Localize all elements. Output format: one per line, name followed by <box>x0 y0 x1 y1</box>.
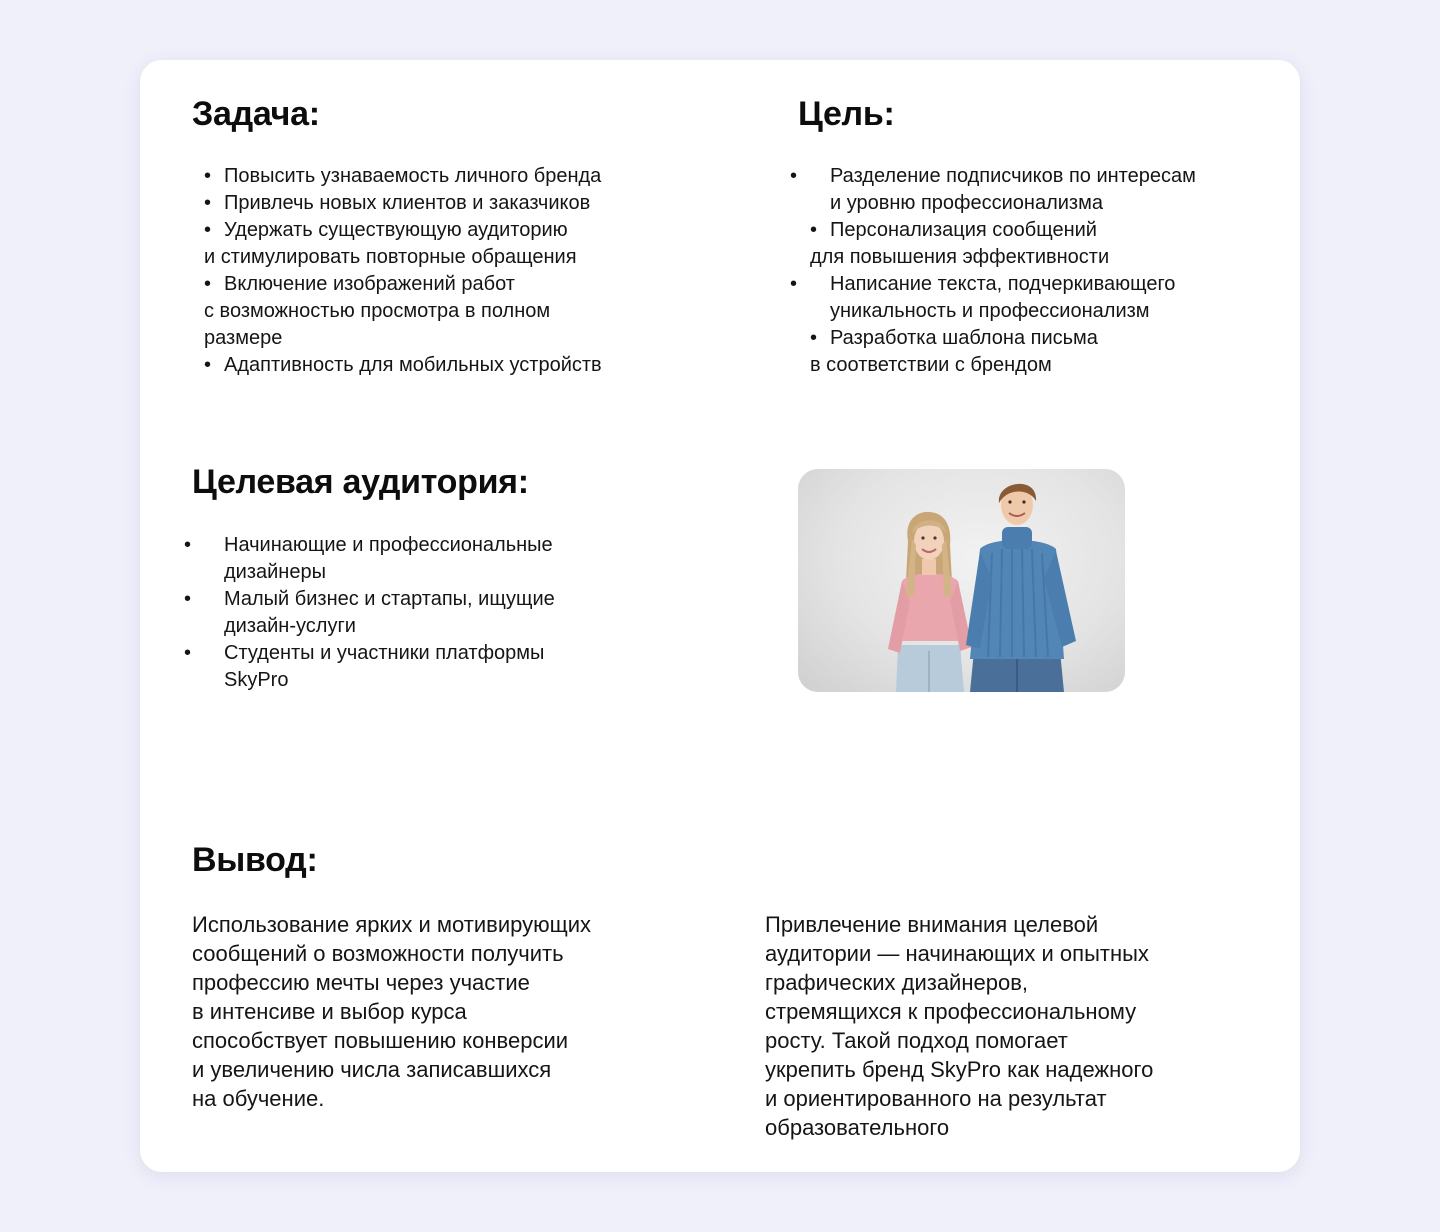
bullet-icon: • <box>204 354 212 376</box>
task-heading: Задача: <box>192 95 320 133</box>
conclusion-right-text: Привлечение внимания целевой аудитории — начинающих и опытных графических дизайнеров, стремящихся к профессиональному росту. Такой подход помогает укрепить бренд SkyPro как надежного и ориентированного на результат образовательного <box>765 912 1154 1140</box>
goal-heading: Цель: <box>798 95 895 133</box>
task-item-1: • Повысить узнаваемость личного бренда <box>204 163 674 190</box>
audience-item-3: • Студенты и участники платформы SkyPro <box>184 642 545 691</box>
girl-figure <box>888 512 972 692</box>
task-item-3: • Удержать существующую аудиторию и стимулировать повторные обращения <box>204 219 577 268</box>
students-photo <box>798 469 1125 692</box>
bullet-icon: • <box>790 165 798 187</box>
goal-item-3: • Написание текста, подчеркивающего уникальность и профессионализм <box>790 273 1176 322</box>
boy-figure <box>966 484 1076 692</box>
goal-item-2: • Персонализация сообщений для повышения эффективности <box>810 219 1110 268</box>
bullet-icon: • <box>790 273 798 295</box>
task-item-4: • Включение изображений работ с возможностью просмотра в полном размере <box>204 273 551 349</box>
bullet-icon: • <box>184 588 192 610</box>
students-illustration <box>798 469 1125 692</box>
bullet-icon: • <box>184 534 192 556</box>
task-list <box>204 163 674 379</box>
content-card <box>140 60 1300 1172</box>
goal-item-1: • Разделение подписчиков по интересам и уровню профессионализма <box>790 165 1196 214</box>
goal-item-4: • Разработка шаблона письма в соответствии с брендом <box>810 327 1098 376</box>
conclusion-left-text: Использование ярких и мотивирующих сообщений о возможности получить профессию мечты через участие в интенсиве и выбор курса способствует повышению конверсии и увеличению числа записавшихся на обучение. <box>192 912 591 1111</box>
bullet-icon: • <box>810 327 818 349</box>
bullet-icon: • <box>204 219 212 241</box>
audience-heading: Целевая аудитория: <box>192 463 529 501</box>
audience-item-2: • Малый бизнес и стартапы, ищущие дизайн-услуги <box>184 588 555 637</box>
audience-item-1: • Начинающие и профессиональные дизайнеры <box>184 534 553 583</box>
audience-list <box>184 532 644 694</box>
conclusion-heading: Вывод: <box>192 841 318 879</box>
bullet-icon: • <box>810 219 818 241</box>
task-item-2: • Привлечь новых клиентов и заказчиков <box>204 190 674 217</box>
bullet-icon: • <box>204 192 212 214</box>
task-item-5: • Адаптивность для мобильных устройств <box>204 352 674 379</box>
bullet-icon: • <box>204 165 212 187</box>
bullet-icon: • <box>204 273 212 295</box>
goal-list <box>790 163 1280 379</box>
bullet-icon: • <box>184 642 192 664</box>
